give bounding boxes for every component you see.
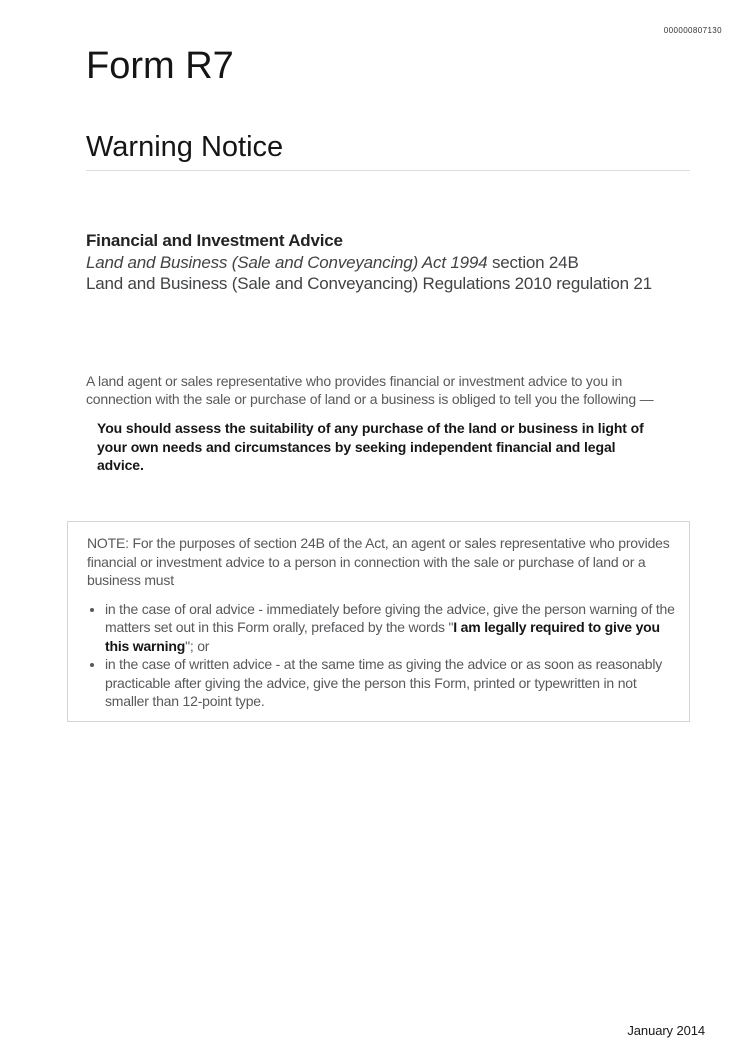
note-bullet-oral-advice	[105, 600, 681, 656]
form-number-title: Form R7	[86, 45, 234, 87]
intro-paragraph: A land agent or sales representative who provides financial or investment advice to you in connection with the sale or purchase of land or a business is obliged to tell you the following —	[86, 373, 654, 407]
document-barcode-number: 000000807130	[663, 26, 722, 35]
act-title-italic: Land and Business (Sale and Conveyancing) Act 1994	[86, 252, 488, 272]
subject-heading: Financial and Investment Advice	[86, 231, 343, 250]
note-box	[67, 521, 690, 722]
warning-statement: You should assess the suitability of any purchase of the land or business in light of your own needs and circumstances by seeking independent financial and legal advice.	[97, 420, 644, 473]
note-bullet-written-advice	[105, 655, 681, 711]
regulations-reference-line: Land and Business (Sale and Conveyancing) Regulations 2010 regulation 21	[86, 274, 652, 293]
bullet-bold-phrase: I am legally required to give you this warning	[105, 619, 660, 654]
act-section-ref: section 24B	[487, 252, 579, 272]
subject-block	[86, 230, 652, 295]
note-bullet-list	[87, 600, 681, 711]
bullet-text-post: "; or	[185, 637, 210, 654]
warning-notice-heading: Warning Notice	[86, 131, 690, 171]
note-intro-paragraph: NOTE: For the purposes of section 24B of the Act, an agent or sales representative who provides financial or investment advice to a person in connection with the sale or purchase of land or a business must	[87, 535, 670, 588]
footer-date: January 2014	[627, 1023, 705, 1038]
bullet-text-pre: in the case of written advice - at the same time as giving the advice or as soon as reasonably practicable after giving the advice, give the person this Form, printed or typewritten in not smaller than 12-point type.	[105, 656, 663, 709]
act-reference-line	[86, 252, 652, 274]
bullet-text-pre: in the case of oral advice - immediately before giving the advice, give the person warning of the matters set out in this Form orally, prefaced by the words "	[105, 600, 675, 635]
